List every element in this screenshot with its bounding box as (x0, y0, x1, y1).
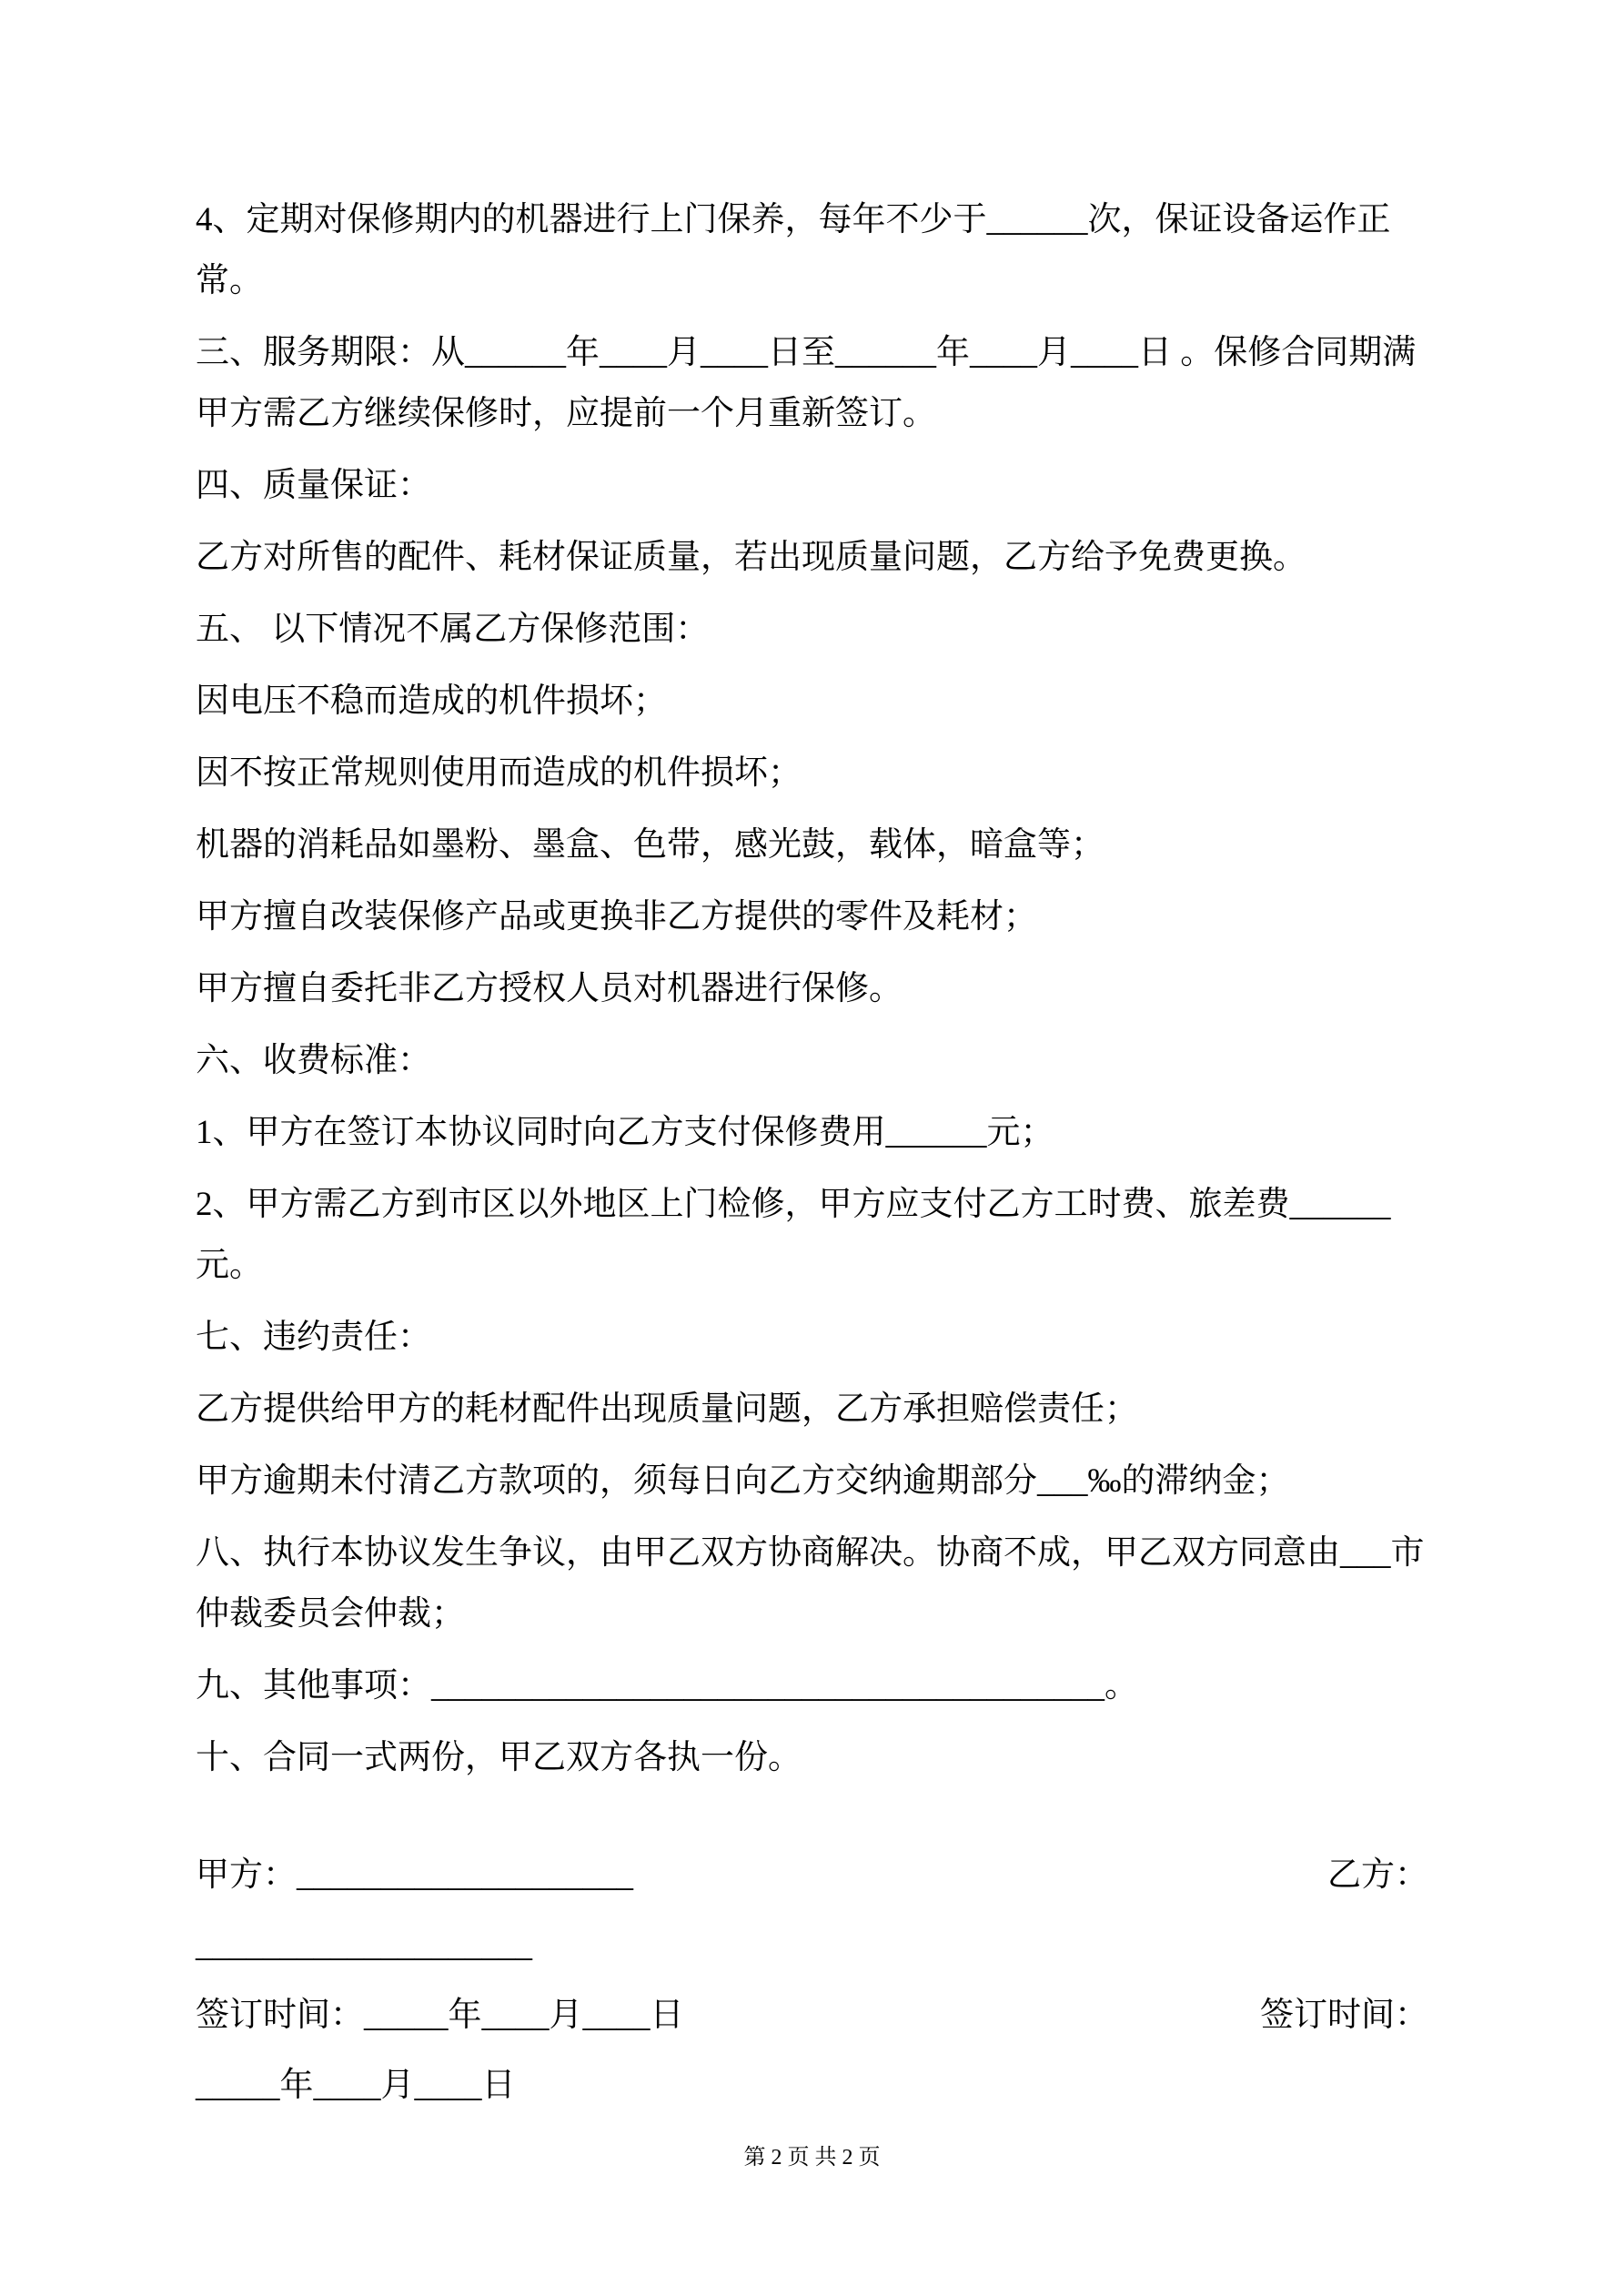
paragraph: 九、其他事项：________________________________________。 (196, 1667, 1138, 1704)
paragraph: 甲方擅自委托非乙方授权人员对机器进行保修。 (196, 970, 903, 1007)
sign-date-b-label: 签订时间： (1260, 1997, 1428, 2034)
paragraph: 七、违约责任： (196, 1319, 431, 1356)
page-footer: 第 2 页 共 2 页 (743, 2146, 881, 2170)
sign-date-a: 签订时间：_____年____月____日 (196, 1997, 684, 2034)
signature-block (196, 1845, 1428, 2116)
sign-date-b-blank: _____年____月____日 (196, 2067, 516, 2104)
signature-party-b-blank: ____________________ (196, 1927, 532, 1964)
paragraph: 五、 以下情况不属乙方保修范围： (196, 611, 710, 648)
signature-party-a: 甲方：____________________ (196, 1856, 633, 1894)
paragraph: 八、执行本协议发生争议，由甲乙双方协商解决。协商不成，甲乙双方同意由___市仲裁委员会仲裁； (196, 1534, 1425, 1633)
paragraph: 四、质量保证： (196, 467, 431, 504)
paragraph: 甲方擅自改装保修产品或更换非乙方提供的零件及耗材； (196, 898, 1037, 936)
signature-row-parties (196, 1845, 1428, 1906)
document-content (196, 189, 1428, 2125)
paragraph: 三、服务期限：从______年____月____日至______年____月____日 。保修合同期满甲方需乙方继续保修时，应提前一个月重新签订。 (196, 334, 1417, 432)
paragraph: 十、合同一式两份，甲乙双方各执一份。 (196, 1739, 802, 1776)
paragraph: 乙方提供给甲方的耗材配件出现质量问题，乙方承担赔偿责任； (196, 1391, 1138, 1428)
paragraph: 1、甲方在签订本协议同时向乙方支付保修费用______元； (196, 1114, 1054, 1151)
paragraph: 六、收费标准： (196, 1042, 431, 1079)
paragraph: 机器的消耗品如墨粉、墨盒、色带，感光鼓，载体，暗盒等； (196, 826, 1105, 864)
paragraph: 甲方逾期未付清乙方款项的，须每日向乙方交纳逾期部分___‰的滞纳金； (196, 1462, 1290, 1500)
paragraph: 乙方对所售的配件、耗材保证质量，若出现质量问题，乙方给予免费更换。 (196, 539, 1306, 576)
signature-party-b: 乙方： (1327, 1856, 1428, 1894)
paragraph: 因电压不稳而造成的机件损坏； (196, 683, 667, 720)
paragraph: 4、定期对保修期内的机器进行上门保养，每年不少于______次，保证设备运作正常。 (196, 201, 1391, 299)
signature-row-dates (196, 1985, 1428, 2046)
paragraph: 因不按正常规则使用而造成的机件损坏； (196, 754, 802, 792)
paragraph: 2、甲方需乙方到市区以外地区上门检修，甲方应支付乙方工时费、旅差费______元。 (196, 1186, 1391, 1284)
